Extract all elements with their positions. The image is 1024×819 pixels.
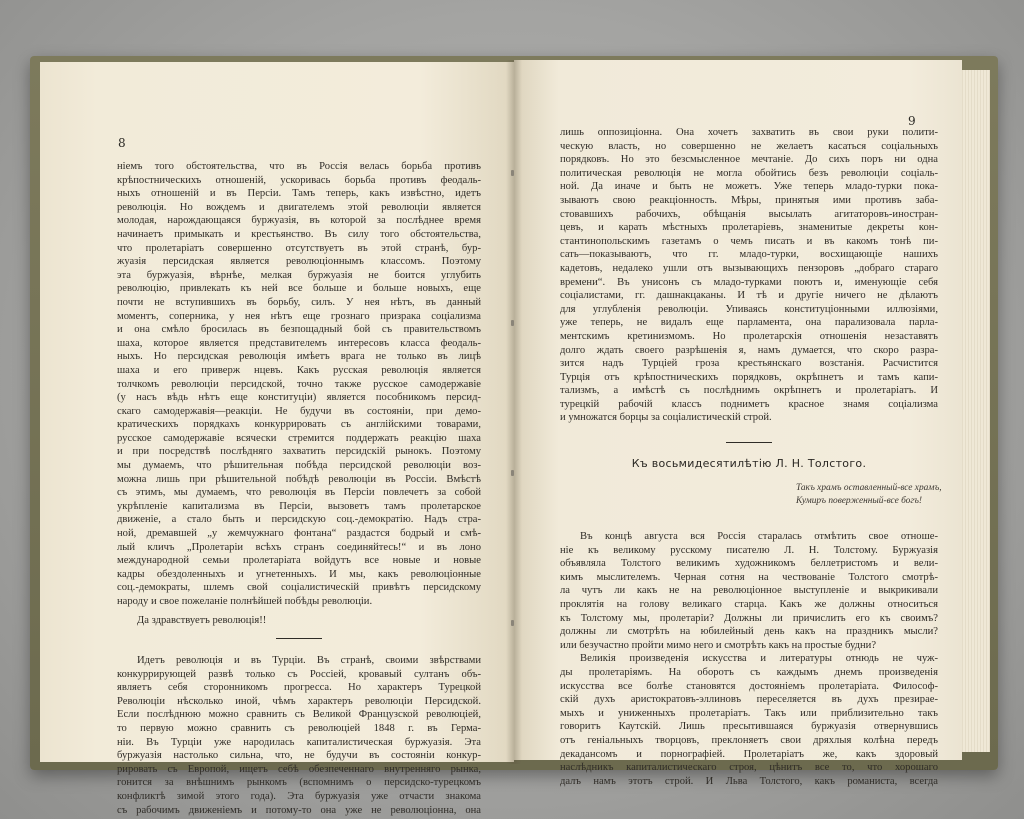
book-gutter bbox=[506, 60, 522, 764]
section-divider bbox=[276, 638, 322, 639]
right-article-head bbox=[560, 432, 942, 507]
text-line: наслѣдникъ капиталистическаго строя, цѣнитъ все то, что хорошаго bbox=[560, 762, 938, 774]
text-line: и она смѣло бросилась въ безпощадный бой съ правительствомъ bbox=[117, 324, 481, 336]
text-line: ніе къ великому русскому писателю Л. Н. Толстому. Буржуазія bbox=[560, 544, 938, 556]
text-line: ментскимъ кретинизмомъ. Но пролетарскія отношенія незаставятъ bbox=[560, 330, 938, 342]
binding-stitch bbox=[511, 620, 514, 626]
text-line: лишь оппозиціонна. Она хочетъ захватить въ свои руки полити- bbox=[560, 127, 938, 138]
text-line: рировать съ Европой, ищетъ себѣ обезпеченнаго внутренняго рынка, bbox=[117, 763, 481, 775]
text-line: народу и свое пожеланіе полнѣйшей побѣды революціи. bbox=[117, 596, 373, 607]
right-page bbox=[514, 60, 962, 787]
right-page-number: 9 bbox=[908, 114, 916, 128]
text-line: можна лишь при рѣшительной побѣдѣ революціи въ Россіи. Вмѣстѣ bbox=[117, 473, 481, 485]
binding-stitch bbox=[511, 320, 514, 326]
text-line: шаха и его приверж нцевъ. Какъ русская революція является bbox=[117, 364, 481, 376]
text-line: Въ концѣ августа вся Россія старалась отмѣтить свое отноше- bbox=[580, 531, 938, 542]
text-line: турецкій рабочій классъ подниметъ красное знамя соціализма bbox=[560, 398, 938, 410]
left-text-part2 bbox=[117, 654, 481, 817]
right-text-part1 bbox=[560, 126, 938, 425]
text-line: искусства все болѣе становятся достояніемъ пролетаріата. Философ- bbox=[560, 680, 938, 692]
binding-stitch bbox=[511, 170, 514, 176]
text-line: долго ждать своего разрѣшенія я, намъ думается, что скоро разра- bbox=[560, 344, 938, 356]
text-line: укрѣпленіе капитализма въ Персіи, вызоветъ тамъ пролетарское bbox=[117, 500, 481, 512]
text-line: уже теперь, не видалъ еще парламента, она парализовала парла- bbox=[560, 317, 938, 329]
text-line: съ рабочимъ движеніемъ и потому-то она уже не революціонна, она bbox=[117, 804, 481, 816]
epigraph-line-2: Кумиръ поверженный-все богъ! bbox=[796, 495, 923, 506]
text-line: тализмъ, а имѣстѣ съ послѣднимъ окрѣпнетъ и пролетаріатъ. И bbox=[560, 385, 938, 397]
text-line: объявляла Толстого великимъ художникомъ беллетристомъ и вели- bbox=[560, 558, 938, 570]
text-line: что пролетаріатъ совершенно отсутствуетъ въ этой странѣ, бур- bbox=[117, 242, 481, 254]
text-line: и при посредствѣ послѣдняго захватить персидскій рынокъ. Поэтому bbox=[117, 446, 481, 458]
text-line: ла чутъ ли какъ не на революціонное выступленіе и выкрикивали bbox=[560, 585, 938, 597]
text-line: кадры обездоленныхъ и угнетенныхъ. И мы, какъ революціонные bbox=[117, 568, 481, 580]
text-line: движеніе, а стало быть и персидскую соц.-демократію. Надъ стра- bbox=[117, 514, 481, 526]
article-title: Къ восьмидесятилѣтію Л. Н. Толстого. bbox=[631, 457, 867, 470]
text-line: далъ намъ этотъ строй. И Льва Толстого, какъ романиста, всегда bbox=[560, 775, 938, 787]
text-line: молодая, нарождающаяся буржуазія, въ которой за послѣднее время bbox=[117, 215, 481, 227]
text-line: Турція отъ крѣпостническихъ порядковъ, окрѣпнетъ и тамъ капи- bbox=[560, 371, 938, 383]
text-line: декадансомъ и порнографіей. Пролетаріатъ же, какъ здоровый bbox=[560, 748, 938, 760]
left-page-number: 8 bbox=[118, 136, 126, 150]
text-line: ческую власть, но совершенно не желаетъ касаться соціальныхъ bbox=[560, 140, 938, 152]
text-line: должны ли смотрѣть на юбилейный день какъ на праздникъ мысли? bbox=[560, 626, 938, 638]
text-line: цевъ, и карать мѣстныхъ пролетаріевъ, знаменитые декреты кон- bbox=[560, 222, 938, 234]
text-line: (у насъ вѣдь нѣтъ еще конституціи) является пособникомъ персид- bbox=[117, 392, 481, 404]
page-edges bbox=[960, 70, 990, 752]
text-line: отъ геніальныхъ творцовъ, преклоняетъ свои дряхлыя колѣна передъ bbox=[560, 734, 938, 746]
text-line: кратическихъ порядкахъ конкуррировать съ англійскими товарами, bbox=[117, 419, 481, 431]
article-divider bbox=[726, 442, 772, 443]
text-line: толчкомъ революціи персидской, точно также русское самодержавіе bbox=[117, 378, 481, 390]
text-line: шаха, которое является представителемъ интересовъ класса феодаль- bbox=[117, 337, 481, 349]
text-line: крѣпостническихъ отношеній, ускоривась борьба противъ феодаль- bbox=[117, 174, 481, 186]
text-line: революцію, привлекать къ ней все больше и больше новыхъ, еще bbox=[117, 283, 481, 295]
text-line: стантинопольскимъ газетамъ о чемъ писать и въ какомъ тонѣ пи- bbox=[560, 235, 938, 247]
text-line: почти не вступившихъ въ борьбу, силъ. У нея нѣтъ, въ данный bbox=[117, 296, 481, 308]
text-line: конкуррирующей развѣ только съ Россіей, кровавый султанъ объ- bbox=[117, 668, 481, 680]
text-line: ныхъ отношеній и въ Персіи. Тамъ теперь, какъ извѣстно, идетъ bbox=[117, 188, 481, 200]
text-line: зываютъ свою реакціонность. Мѣры, принятыя ими противъ заба- bbox=[560, 194, 938, 206]
right-text-part2 bbox=[560, 530, 938, 788]
text-line: буржуазія настолько сильна, что, не будучи въ состояніи конкур- bbox=[117, 750, 481, 762]
text-line: соц.-демократы, шлемъ свой соціалистическій привѣтъ персидскому bbox=[117, 582, 481, 594]
text-line: къ Толстому мы, пролетаріи? Должны ли причислить его къ своимъ? bbox=[560, 612, 938, 624]
text-line: революція. Но вождемъ и двигателемъ этой революціи является bbox=[117, 201, 481, 213]
left-text-part1 bbox=[117, 160, 481, 609]
text-line: стовавшихъ рабочихъ, обѣщанія высылать агитаторовъ-иностран- bbox=[560, 208, 938, 220]
text-line: кимъ мыслителемъ. Черная сотня на чествованіе Толстого смотрѣ- bbox=[560, 571, 938, 583]
text-line: политическая революція не могла обойтись безъ революціи соціаль- bbox=[560, 167, 938, 179]
text-line: проклятія на голову великаго старца. Какъ же должны относиться bbox=[560, 598, 938, 610]
text-line: эта буржуазія, вѣрнѣе, мелкая буржуазія не боится углубить bbox=[117, 269, 481, 281]
left-page bbox=[40, 62, 514, 816]
text-line: то первую можно сравнить съ революціей 1848 г. въ Герма- bbox=[117, 722, 481, 734]
text-line: соціалистами, гг. дашнакцаканы. И тѣ и другіе ничего не дѣлаютъ bbox=[560, 290, 938, 302]
text-line: мыхъ и униженныхъ пролетаріатъ. Такъ или приблизительно такъ bbox=[560, 707, 938, 719]
text-line: зится надъ Турціей гроза крестьянскаго возстанія. Расчистится bbox=[560, 358, 938, 370]
text-line: сать—показываютъ, что гг. младо-турки, восхищающіе нашихъ bbox=[560, 249, 938, 261]
text-line: порядковъ. Но это безсмысленное мечтаніе. До сихъ поръ ни одна bbox=[560, 154, 938, 166]
epigraph-line-1: Такъ храмъ оставленный-все храмъ, bbox=[796, 483, 942, 493]
text-line: начинаетъ примыкать и крестьянство. Въ силу того обстоятельства, bbox=[117, 228, 481, 240]
text-line: жуазія персидская является революціоннымъ классомъ. Поэтому bbox=[117, 256, 481, 268]
text-line: ной, дремавшей „у жемчужнаго фонтана“ раздастся бодрый и смѣ- bbox=[117, 528, 481, 540]
text-line: ныхъ. Но персидская революція имѣетъ врага не только въ лицѣ bbox=[117, 351, 481, 363]
text-line: моментъ, соперника, у нея нѣтъ еще грознаго призрака соціализма bbox=[117, 310, 481, 322]
text-line: Идетъ революція и въ Турціи. Въ странѣ, своими звѣрствами bbox=[137, 655, 481, 666]
text-line: ной. Да иначе и быть не можетъ. Уже теперь младо-турки пока- bbox=[560, 181, 938, 193]
text-line: ды пролетаріямъ. На оборотъ съ каждымъ днемъ произведенія bbox=[560, 666, 938, 678]
text-line: скій духъ аристократовъ-эллиновъ переселяется въ духъ презирае- bbox=[560, 694, 938, 706]
text-line: русское самодержавіе всячески стремится поддержать реакцію шаха bbox=[117, 432, 481, 444]
text-line: Революціи нѣсколько иной, чѣмъ характеръ революціи Персидской. bbox=[117, 695, 481, 707]
closing-line: Да здравствуетъ революція!! bbox=[137, 615, 267, 626]
text-line: Великія произведенія искусства и литературы отнюдь не чуж- bbox=[580, 653, 938, 665]
left-closing bbox=[117, 614, 481, 651]
text-line: лый кличъ „Пролетаріи всѣхъ странъ соединяйтесь!“ и въ лоно bbox=[117, 541, 481, 553]
text-line: говоритъ Каутскій. Лишь пресытившаяся буржуазія отвернувшись bbox=[560, 721, 938, 733]
text-line: для углубленія революціи. Упиваясь конституціонными иллюзіями, bbox=[560, 303, 938, 315]
text-line: конфликтѣ зимой этого года). Эта буржуазія уже отчасти знакома bbox=[117, 790, 481, 802]
text-line: ніи. Въ Турціи уже народилась капиталистическая буржуазія. Эта bbox=[117, 736, 481, 748]
text-line: Если послѣднюю можно сравнить съ Великой Французской революціей, bbox=[117, 709, 481, 721]
text-line: времени“. Въ унисонъ съ младо-турками поютъ и, именующіе себя bbox=[560, 276, 938, 288]
text-line: международной семьи пролетаріата войдутъ все новые и новые bbox=[117, 555, 481, 567]
text-line: мы думаемъ, что рѣшительная побѣда персидской революціи воз- bbox=[117, 460, 481, 472]
text-line: скаго самодержавія—реакціи. Не будучи въ состояніи, при демо- bbox=[117, 405, 481, 417]
text-line: и умножатся борцы за соціалистическій строй. bbox=[560, 412, 772, 424]
text-line: или безучастно пройти мимо него и смотрѣть какъ на простые будни? bbox=[560, 639, 877, 651]
text-line: съ этимъ, мы думаемъ, что революція въ Персіи повлечетъ за собой bbox=[117, 487, 481, 499]
text-line: ніемъ того обстоятельства, что въ Россія велась борьба противъ bbox=[117, 161, 481, 172]
text-line: гонится за внѣшнимъ рынкомъ (вспомнимъ о персидско-турецкомъ bbox=[117, 777, 481, 789]
text-line: кадетовъ, недалеко ушли отъ вызывающихъ пензоровъ „добраго стараго bbox=[560, 262, 938, 274]
text-line: являетъ себя сторонникомъ прогресса. Но характеръ Турецкой bbox=[117, 682, 481, 694]
binding-stitch bbox=[511, 470, 514, 476]
